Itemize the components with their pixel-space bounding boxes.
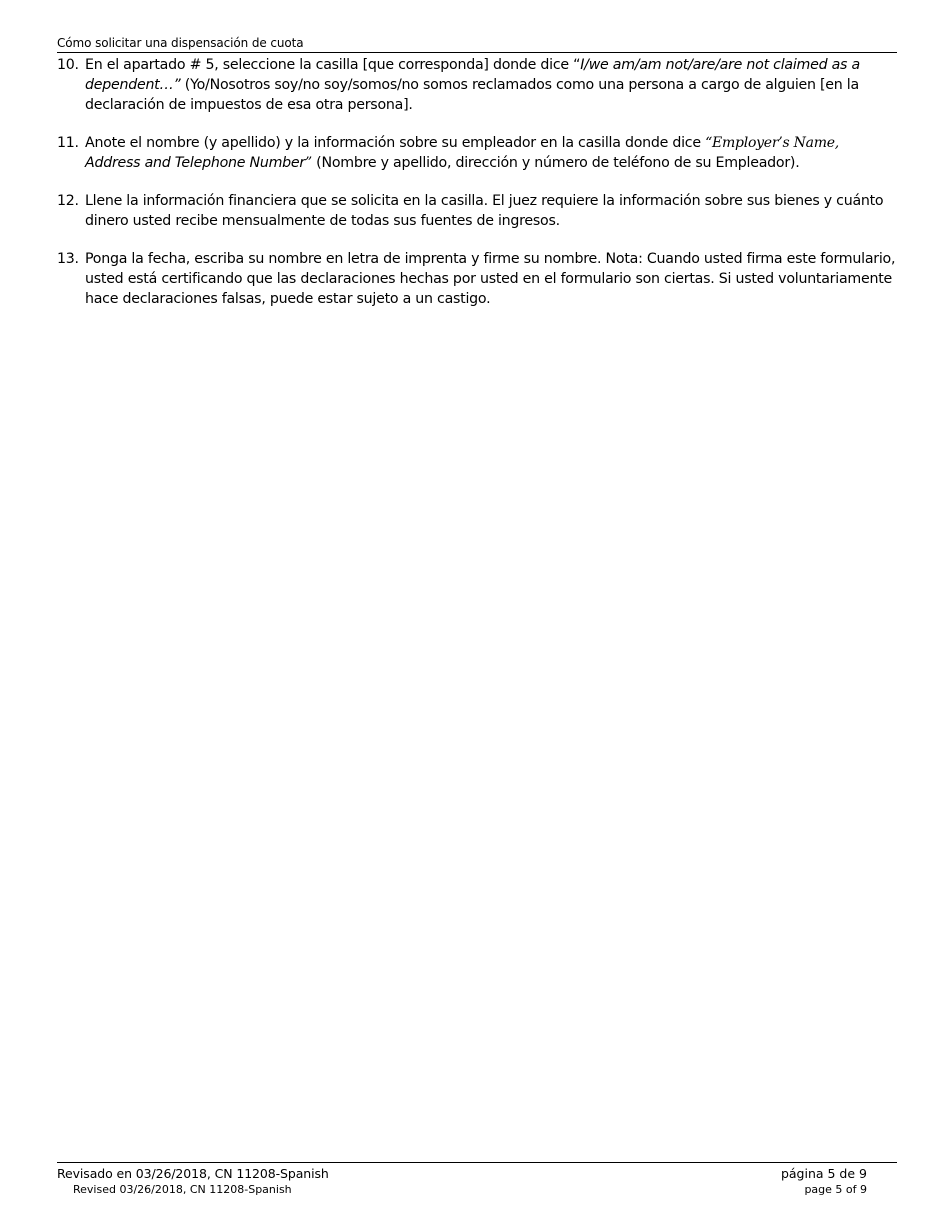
item-quote-close: ”	[305, 155, 312, 171]
list-item	[57, 249, 897, 309]
item-text-cont: (Nombre y apellido, dirección y número de teléfono de su Empleador).	[311, 155, 800, 171]
item-number: 11.	[57, 135, 79, 151]
list-item	[57, 191, 897, 231]
revision-spanish: Revisado en 03/26/2018, CN 11208-Spanish	[57, 1166, 329, 1181]
item-text: Ponga la fecha, escriba su nombre en letra de imprenta y firme su nombre. Nota: Cuando usted firma este formulario, usted está certificando que las declaraciones hechas por usted en el formulario son ciertas. Si usted voluntariamente hace declaraciones falsas, puede estar sujeto a un castigo.	[85, 251, 896, 307]
page-number-spanish: página 5 de 9	[780, 1166, 867, 1181]
list-item	[57, 55, 897, 115]
list-item	[57, 133, 897, 173]
page-footer	[57, 1162, 897, 1196]
page-number-english: page 5 of 9	[804, 1183, 867, 1196]
item-text: Anote el nombre (y apellido) y la información sobre su empleador en la casilla donde dice	[85, 135, 706, 151]
item-text: Llene la información financiera que se solicita en la casilla. El juez requiere la información sobre sus bienes y cuánto dinero usted recibe mensualmente de todas sus fuentes de ingresos.	[85, 193, 884, 229]
item-quote: I/we am/am not/are/are not claimed as a dependent…”	[85, 57, 860, 93]
item-number: 10.	[57, 57, 79, 73]
item-quote-serif: “Employer’s Name,	[705, 135, 839, 151]
instruction-list	[57, 55, 897, 327]
revision-english: Revised 03/26/2018, CN 11208-Spanish	[73, 1183, 292, 1196]
page-header	[57, 33, 897, 53]
header-title: Cómo solicitar una dispensación de cuota	[57, 36, 304, 50]
item-number: 13.	[57, 251, 79, 267]
item-text: En el apartado # 5, seleccione la casilla [que corresponda] donde dice “	[85, 57, 581, 73]
item-text-cont: (Yo/Nosotros soy/no soy/somos/no somos reclamados como una persona a cargo de alguien [en la declaración de impuestos de esa otra persona].	[85, 77, 859, 113]
item-number: 12.	[57, 193, 79, 209]
item-quote: Address and Telephone Number	[85, 155, 305, 171]
